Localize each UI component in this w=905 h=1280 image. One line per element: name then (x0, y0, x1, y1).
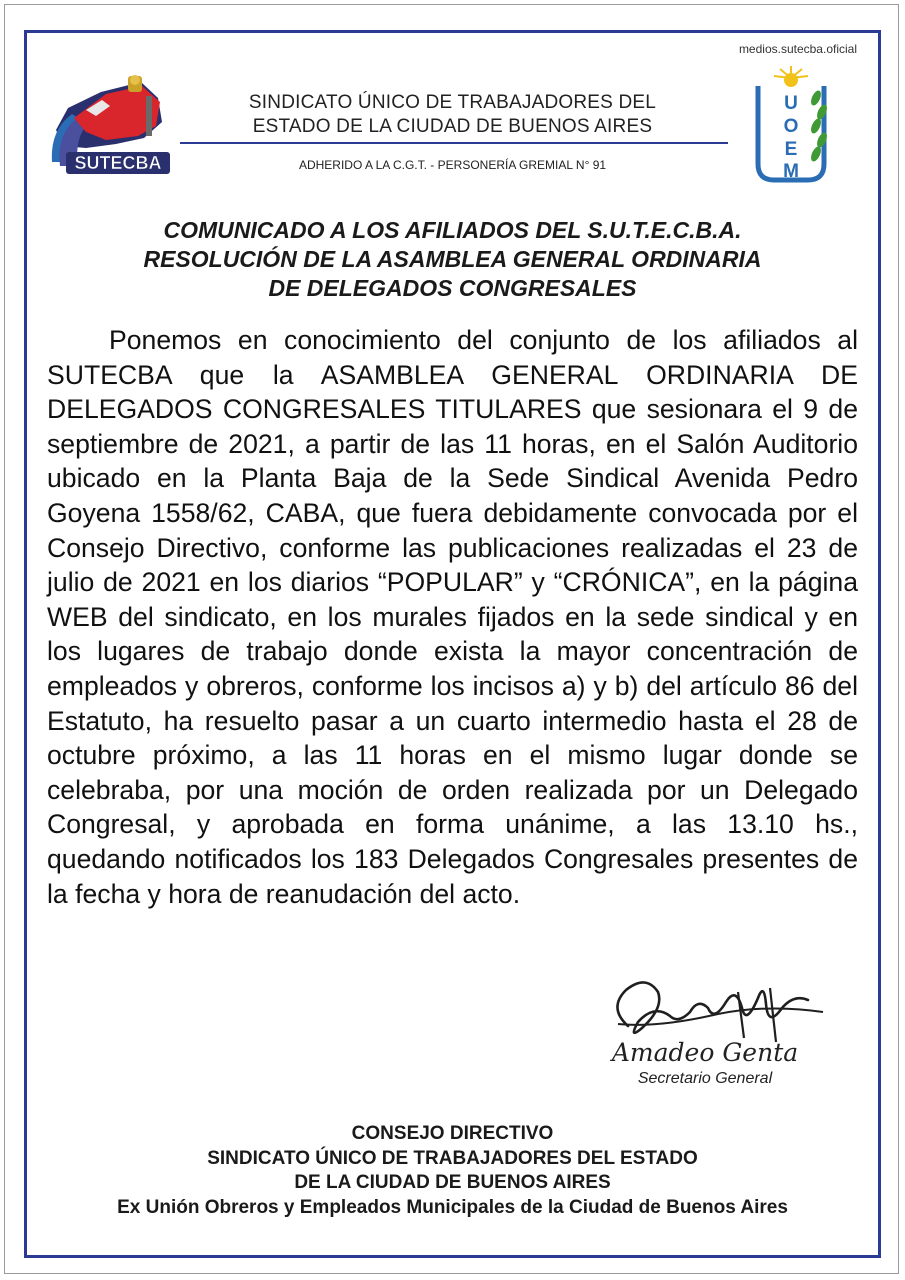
org-affiliation: ADHERIDO A LA C.G.T. - PERSONERÍA GREMIAL N° 91 (298, 158, 607, 172)
header-divider (180, 142, 728, 144)
sutecba-logo-text: SUTECBA (74, 153, 162, 173)
communique-title (40, 216, 865, 303)
uoem-logo (750, 64, 832, 184)
footer-block (40, 1122, 865, 1220)
signatory-role: Secretario General (637, 1070, 773, 1087)
title-line3: DE DELEGADOS CONGRESALES (268, 275, 637, 301)
svg-text:O: O (783, 116, 799, 137)
svg-text:E: E (784, 139, 798, 160)
footer-line2: SINDICATO ÚNICO DE TRABAJADORES DEL ESTADO (207, 1147, 698, 1169)
title-line1: COMUNICADO A LOS AFILIADOS DEL S.U.T.E.C.B.A. (163, 217, 742, 243)
footer-line1: CONSEJO DIRECTIVO (351, 1123, 554, 1144)
communique-body: Ponemos en conocimiento del conjunto de los afiliados al SUTECBA que la ASAMBLEA GENERAL ORDINARIA DE DELEGADOS CONGRESALES TITULARES que sesionara el 9 de septiembre de 2021, a partir de las 11 horas, en el Salón Auditorio ubicado en la Planta Baja de la Sede Sindical Avenida Pedro Goyena 1558/62, CABA, que fuera debidamente convocada por el Consejo Directivo, conforme las publicaciones realizadas el 23 de julio de 2021 en los diarios “POPULAR” y “CRÓNICA”, en la página WEB del sindicato, en los murales fijados en la sede sindical y en los lugares de trabajo donde exista la mayor concentración de empleados y obreros, conforme los incisos a) y b) del artículo 86 del Estatuto, ha resuelto pasar a un cuarto intermedio hasta el 28 de octubre próximo, a las 11 horas en el mismo lugar donde se celebraba, por una moción de orden realizada por un Delegado Congresal, y aprobada en forma unánime, a las 13.10 hs., quedando notificados los 183 Delegados Congresales presentes de la fecha y hora de reanudación del acto. (47, 325, 858, 909)
footer-line3: DE LA CIUDAD DE BUENOS AIRES (294, 1172, 611, 1193)
svg-text:M: M (783, 161, 799, 182)
sutecba-logo (46, 70, 176, 180)
footer-line4: Ex Unión Obreros y Empleados Municipales de la Ciudad de Buenos Aires (117, 1196, 788, 1218)
title-line2: RESOLUCIÓN DE LA ASAMBLEA GENERAL ORDINARIA (143, 246, 762, 272)
svg-text:U: U (784, 93, 798, 114)
org-name-line1: SINDICATO ÚNICO DE TRABAJADORES DEL (248, 92, 657, 113)
social-handle: medios.sutecba.oficial (738, 42, 857, 56)
signatory-name: Amadeo Genta (611, 1038, 799, 1067)
org-name-line2: ESTADO DE LA CIUDAD DE BUENOS AIRES (252, 116, 653, 137)
